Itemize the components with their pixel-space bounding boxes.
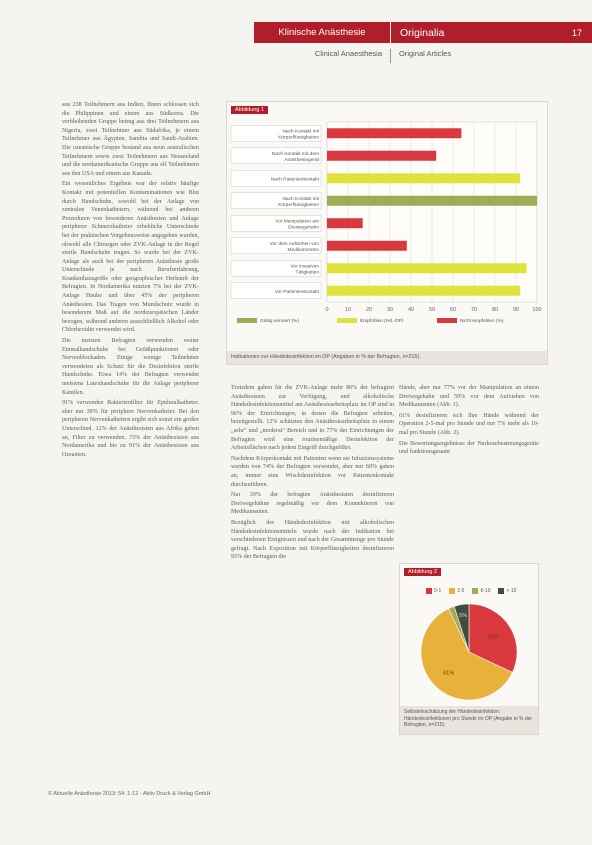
legend-label: Nicht empfohlen (%)	[460, 319, 504, 324]
category-label: Dreiwegehahn	[288, 225, 319, 231]
slice-label: 5%	[459, 613, 468, 620]
legend-label: Empfohlen (Hd.-OP)	[360, 319, 404, 324]
paragraph: aus 238 Teilnehmern aus Indien, Ihnen schlossen sich die Philippinen und einem aus Südkorea. Die verbleibenden Gruppe betrug aus drei Teilnehmern aus Nigeria, zwei Teilnehmer aus Südafrika, je einem Teilnehmer aus Ägypten, Sambia und Saudi-Arabien. Die ozeanische Gruppe bestand aus neun australischen Teilnehmern sowie zwei Teilnehmern aus Neuseeland und die nordamerikanische Gruppe aus elf Teilnehmern aus den USA und einem aus Kanada.	[62, 102, 199, 177]
category-label: Körperflüssigkeiten	[278, 202, 319, 208]
category-label: Nach Kontakt mit	[282, 196, 319, 202]
legend-item	[449, 588, 464, 594]
figure-caption: Indikationen zur Händedesinfektion im OP (Angaben in % der Befragten, n=215).	[227, 351, 547, 364]
x-tick-label: 60	[449, 307, 457, 313]
bar	[327, 196, 537, 206]
paragraph: Die meisten Befragten verwenden weiter Einmalhandschuhe bei Gefäßpunktionen oder Nervenblockaden. Einige wenige Teilnehmer verwendeten als Schutz für die Desinfektion sterile Handschuhe. Etwa 14% der Befragten verwendet meistens Latexhandschuhe für die Anlage peripherer Kanülen.	[62, 338, 199, 396]
legend-swatch	[472, 588, 478, 594]
page-number: 17	[571, 27, 582, 38]
slice-label: 61%	[443, 670, 455, 677]
x-tick-label: 70	[470, 307, 478, 313]
x-tick-label: 40	[407, 307, 415, 313]
legend-swatch	[237, 318, 257, 323]
category-label: Vor Patientenkontakt	[274, 289, 319, 295]
category-label: Vor invasiven	[290, 264, 319, 270]
legend-swatch	[426, 588, 432, 594]
pie-legend	[426, 588, 516, 594]
legend-label: 2-5	[457, 588, 465, 594]
article-type: Originalia	[400, 26, 445, 39]
x-tick-label: 10	[344, 307, 352, 313]
paragraph: 61% desinfizieren sich ihre Hände während der Operation 2-5-mal pro Stunde und nur 7% mehr als 10-mal pro Stunde (Abb. 2).	[399, 412, 539, 436]
bar	[327, 241, 407, 251]
legend-swatch	[498, 588, 504, 594]
section-title: Klinische Anästhesie	[278, 27, 366, 38]
legend-item	[426, 588, 441, 594]
bar	[327, 128, 461, 138]
article-type-en: Original Articles	[399, 49, 452, 58]
slice-label: 32%	[487, 634, 499, 641]
bar	[327, 218, 363, 228]
category-label: Körperflüssigkeiten	[278, 135, 319, 141]
figure-caption: Selbsteinschätzung der Händedesinfektion: Händedesinfektionen pro Stunde im OP (Angabe in % der Befragten, n=215).	[400, 706, 538, 734]
legend-swatch	[449, 588, 455, 594]
category-label: Nach Kontakt mit	[282, 129, 319, 135]
x-tick-label: 0	[325, 307, 329, 313]
x-tick-label: 20	[365, 307, 373, 313]
figure-1	[226, 101, 548, 365]
figure-2	[399, 563, 539, 735]
bar	[327, 173, 520, 183]
legend-item	[498, 588, 516, 594]
paragraph: Trotzdem gaben für die ZVK-Anlage mehr 86% der befragten Anästhesisten zur Verfügung, und alkoholische Händedesinfektionsmittel am Anästhesiearbeitsplatz im OP sind in 96% der Einrichtungen, in denen die Befragten arbeiten, bereitgestellt. 12% schätzten den Anästhesiearbeitsplatz in einem „sehr" und „moderat" Bereich und in 77% der Einrichtungen der Befragten wird eine routinemäßige Desinfektion der Arbeitsflächen nach jedem Eingriff durchgeführt.	[231, 385, 394, 452]
paragraph: Ein wesentliches Ergebnis war der relativ häufige Kontakt mit potentiellen Kontaminationen wie Blut durch Handschuhe, sowohl bei der Anlage von zentralen Venenkathetern, während bei anderen Prozeduren von besonderen Anästhesien und Anlage peripherer Schmerzkatheter erhebliche Unterschiede bei der praktischen Vorgehensweise angegeben wurden, obwohl alle Chirurgen oder ZVK-Anlage in der Regel sterile Handschuhe trugen. So wurde bei der ZVK-Anlage als auch bei der peripheren Anästhesie große Unterschiede je nach Berufserfahrung, Krankenhausgröße oder geographischer Herkunft der Befragten. In Nordamerika nutzten 7% bei der ZVK-Anlage Haube und über 45% der peripheren Anästhesien. Das Tragen von Mundschutz wurde in besonderem Maß auf die nordeuropäischen Länder bezogen, während anderen ausschließlich Alkohol oder Chlorhexidin verwendet wird.	[62, 181, 199, 334]
x-tick-label: 100	[532, 307, 542, 313]
category-label: Medikamenten	[287, 247, 319, 253]
header-bar	[254, 22, 592, 43]
bar-chart	[227, 102, 547, 350]
legend-label: Gültig erinnert (%)	[260, 319, 299, 324]
category-label: Vor dem Aufziehen von	[269, 241, 319, 247]
page-footer: © Aktuelle Anästhesie 2013; 54: 1-12 · Aktiv Druck & Verlag GmbH	[48, 791, 211, 797]
figure-label: Abbildung 2	[404, 568, 441, 576]
paragraph: Bezüglich der Händedesinfektion mit alkoholischen Händedesinfektionsmitteln wurde nach der Indikation bei verschiedenen Ereignissen und nach der Gesamtmenge pro Stunde gefragt. Nach Exposition mit Körperflüssigkeiten desinfizieren 95% der Befragten die	[231, 519, 394, 561]
x-tick-label: 50	[428, 307, 436, 313]
paragraph: Die Bewertungsergebnisse der Narkosebeatmungsgeräte und funktionsgesamt	[399, 440, 539, 456]
legend-swatch	[437, 318, 457, 323]
legend-item	[472, 588, 490, 594]
header-subtitle	[254, 49, 592, 63]
section-title-en: Clinical Anaesthesia	[314, 49, 382, 58]
legend-label: 6-10	[480, 588, 491, 594]
category-label: Tätigkeiten	[295, 270, 319, 276]
paragraph: Hände, aber nur 77% vor der Manipulation an einem Dreiwegehahn und 59% vor dem Aufziehen von Medikamenten (Abb. 1).	[399, 385, 539, 409]
category-label: Vor Manipulation am	[275, 219, 319, 225]
category-label: Nach Patientenkontakt	[270, 177, 319, 183]
x-tick-label: 90	[512, 307, 520, 313]
paragraph: 91% verwenden Bakterienfilter für Epiduralkatheter, aber nur 39% für periphere Nervenkatheter. Bei den peripheren Nervenkathetern ergibt sich somit ein großer Unterschied. 12% der Anästhesisten aus Afrika geben an, Filter zu verwenden. 73% der Anästhesisten aus Nordamerika und bis zu 91% der Anästhesisten aus Ozeanien.	[62, 400, 199, 458]
pie-chart	[400, 596, 538, 706]
legend-swatch	[337, 318, 357, 323]
legend-label: 0-1	[434, 588, 442, 594]
category-label: Nach Kontakt mit dem	[271, 151, 319, 157]
text-column-3	[399, 384, 539, 459]
category-label: Anästhesiegerät	[284, 157, 319, 163]
paragraph: Nur 39% der befragten Anästhesisten desinfizieren Dreiwegehähne regelmäßig vor dem Konnektieren von Medikamenten.	[231, 492, 394, 516]
bar	[327, 286, 520, 296]
figure-label: Abbildung 1	[231, 106, 268, 114]
x-tick-label: 80	[491, 307, 499, 313]
x-tick-label: 30	[386, 307, 394, 313]
paragraph: Nachdem Körperkontakt mit Patienten wenn sie Infusionssysteme werden von 74% der Befragten verwendet, aber nur 60% gaben an, immer eine Wischdesinfektion vor Patientenkontakt durchzuführen.	[231, 455, 394, 488]
text-column-1	[62, 101, 199, 461]
text-column-2	[231, 384, 394, 564]
legend-label: > 10	[506, 588, 517, 594]
bar	[327, 151, 436, 161]
bar	[327, 263, 527, 273]
